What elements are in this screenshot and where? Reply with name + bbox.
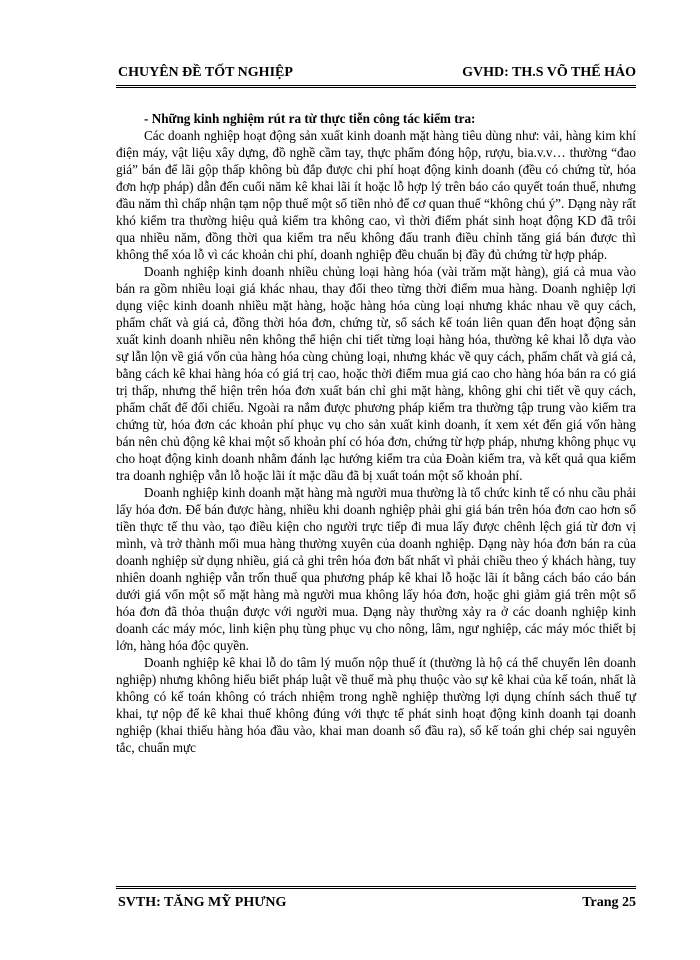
document-body — [116, 110, 636, 756]
paragraph: Các doanh nghiệp hoạt động sản xuất kinh doanh mặt hàng tiêu dùng như: vải, hàng kim khí điện máy, vật liệu xây dựng, đồ nghề cầm tay, thực phẩm đóng hộp, rượu, bia.v.v… thường “đao giá” bán để lãi gộp thấp không bù đắp được chi phí hoạt động kinh doanh (đều có chứng từ, hóa đơn hợp pháp) dẫn đến cuối năm kê khai lãi ít hoặc lỗ hợp lý trên báo cáo quyết toán thuế, nhưng đầu năm thì chấp nhận tạm nộp thuế một số tiền nhỏ để cơ quan thuế “không chú ý”. Dạng này rất khó kiểm tra thường hiệu quả kiểm tra không cao, vì thời điểm phát sinh hoạt động KD đã trôi qua nhiều năm, đồng thời qua kiểm tra nếu không đấu tranh điều chỉnh tăng giá bán được thì không thể xóa lỗ vì các khoản chi phí, doanh nghiệp đều chuẩn bị đầy đủ chứng từ hợp pháp. — [116, 128, 636, 262]
page-number: Trang 25 — [582, 895, 636, 910]
section-heading: - Những kinh nghiệm rút ra từ thực tiễn công tác kiểm tra: — [144, 111, 476, 126]
paragraph: Doanh nghiệp kê khai lỗ do tâm lý muốn nộp thuế ít (thường là hộ cá thể chuyển lên doanh nghiệp) nhưng không hiểu biết pháp luật về thuế mà phụ thuộc vào sự kê khai của kế toán, nhất là không có kế toán không có trách nhiệm trong nghề nghiệp thường lợi dụng chính sách thuế tự khai, tự nộp để kê khai thuế không đúng với thực tế phát sinh hoạt động kinh doanh tại doanh nghiệp (khai thiếu hàng hóa đầu vào, khai man doanh số đầu ra), sổ kế toán ghi chép sai nguyên tắc, chuẩn mực — [116, 655, 636, 755]
header-divider — [116, 85, 636, 88]
footer-divider — [116, 886, 636, 889]
paragraph: Doanh nghiệp kinh doanh nhiều chủng loại hàng hóa (vài trăm mặt hàng), giá cả mua vào bán ra gồm nhiều loại giá khác nhau, thay đổi theo từng thời điểm mua hàng. Doanh nghiệp lợi dụng việc kinh doanh nhiều mặt hàng, hoặc hàng hóa cùng loại nhưng khác nhau về quy cách, phẩm chất và giá cả, đồng thời hóa đơn, chứng từ, sổ sách kế toán liên quan đến hoạt động sản xuất kinh doanh nhiều nên không thể hiện chi tiết từng loại hàng hóa, thường kê khai lỗ dựa vào sự lẫn lộn về giá vốn của hàng hóa cùng chủng loại, nhưng khác về quy cách, phẩm chất và giá cả, bằng cách kê khai hàng hóa có giá trị cao, hoặc thời điểm mua giá cao cho hàng hóa bán ra có giá trị thấp, nhưng thể hiện trên hóa đơn xuất bán chỉ ghi mặt hàng, không ghi chi tiết về quy cách, phẩm chất để đối chiếu. Ngoài ra nắm được phương pháp kiểm tra thường tập trung vào kiểm tra chứng từ, hóa đơn các khoản phí phục vụ cho sản xuất kinh doanh, ít xem xét đến giá vốn hàng bán nên chủ động kê khai một số khoản phí có hóa đơn, chứng từ hợp pháp, nhưng không phục vụ cho hoạt động kinh doanh nhằm đánh lạc hướng kiểm tra của Đoàn kiểm tra, và kết quả qua kiểm tra doanh nghiệp vẫn lỗ hoặc lãi ít mặc dầu đã bị xuất toán một số khoản phí. — [116, 264, 636, 483]
paragraph: Doanh nghiệp kinh doanh mặt hàng mà người mua thường là tổ chức kinh tế có nhu cầu phải lấy hóa đơn. Để bán được hàng, nhiều khi doanh nghiệp phải ghi giá bán trên hóa đơn cao hơn số tiền thực tế thu vào, tạo điều kiện cho người trực tiếp đi mua lấy được chênh lệch giá từ đơn vị mình, và trở thành mối mua hàng thường xuyên của doanh nghiệp. Dạng này hóa đơn bán ra của doanh nghiệp sử dụng nhiều, giá cả ghi trên hóa đơn bất nhất vì phải chiều theo ý khách hàng, tuy nhiên doanh nghiệp vẫn trốn thuế qua phương pháp kê khai lỗ hoặc lãi ít bằng cách báo cáo bán dưới giá vốn một số mặt hàng mà người mua không lấy hóa đơn, hoặc ghi giảm giá trên một số hóa đơn đã thỏa thuận được với người mua. Dạng này thường xảy ra ở các doanh nghiệp kinh doanh các máy móc, linh kiện phụ tùng phục vụ cho nông, lâm, ngư nghiệp, các máy móc thiết bị lớn, hàng hóa độc quyền. — [116, 485, 636, 653]
page-footer — [116, 893, 636, 913]
footer-student: SVTH: TĂNG MỸ PHƯNG — [118, 895, 287, 910]
page-header — [116, 63, 636, 83]
header-title: CHUYÊN ĐỀ TỐT NGHIỆP — [118, 65, 293, 80]
header-advisor: GVHD: TH.S VÕ THẾ HẢO — [462, 65, 636, 80]
